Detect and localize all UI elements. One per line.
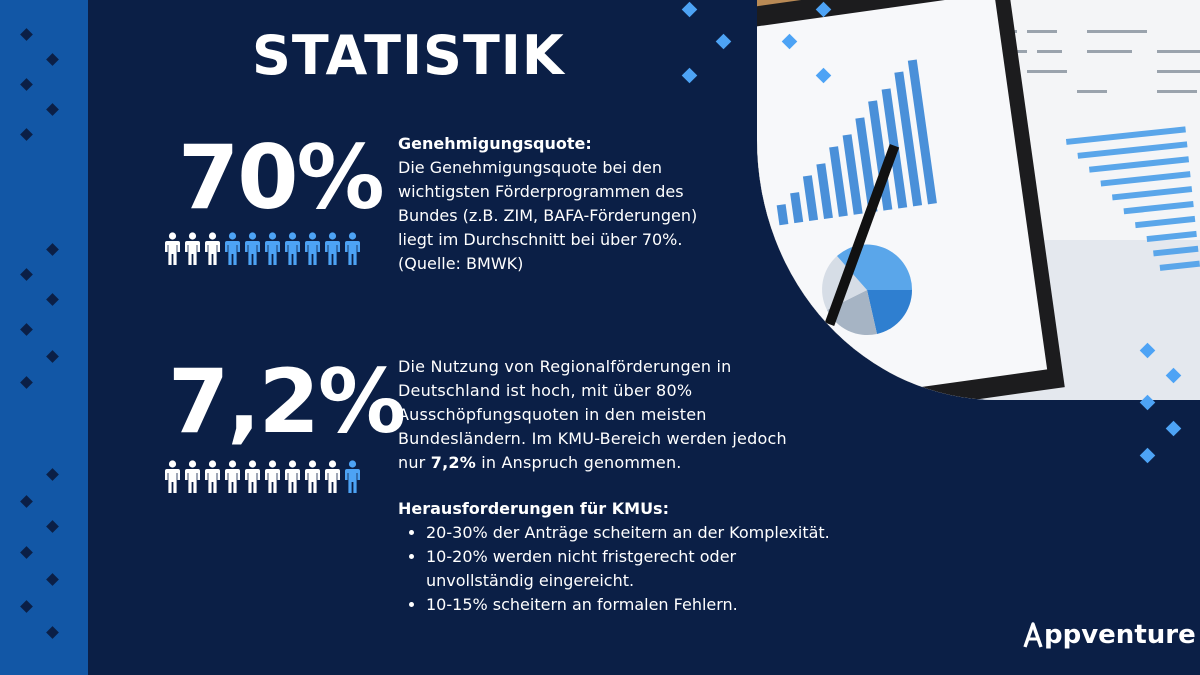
diamond-decoration: [20, 323, 33, 336]
diamond-decoration: [46, 53, 59, 66]
diamond-decoration: [682, 2, 698, 18]
diamond-decoration: [1140, 448, 1156, 464]
person-icon: [164, 232, 181, 266]
chart-photo: [757, 0, 1200, 400]
person-icon: [284, 460, 301, 494]
person-icon: [164, 460, 181, 494]
diamond-decoration: [682, 68, 698, 84]
person-icon: [244, 232, 261, 266]
list-item: • 10-15% scheitern an formalen Fehlern.: [426, 593, 858, 617]
person-icon: [224, 232, 241, 266]
person-icon: [224, 460, 241, 494]
person-icon: [324, 232, 341, 266]
person-icon: [204, 460, 221, 494]
stat1-people-icons: [164, 232, 361, 266]
person-icon: [184, 232, 201, 266]
diamond-decoration: [1166, 421, 1182, 437]
challenges-heading: Herausforderungen für KMUs:: [398, 499, 669, 518]
stat2-line: Die Nutzung von Regionalförderungen in: [398, 357, 732, 376]
diamond-decoration: [46, 468, 59, 481]
stat2-highlight: 7,2%: [430, 453, 476, 472]
diamond-decoration: [20, 268, 33, 281]
person-icon: [304, 232, 321, 266]
person-icon: [184, 460, 201, 494]
logo-text: ppventure: [1044, 620, 1196, 650]
list-item: • 20-30% der Anträge scheitern an der Komplexität.: [426, 521, 858, 545]
stat1-line: Bundes (z.B. ZIM, BAFA-Förderungen): [398, 206, 698, 225]
stat1-source: (Quelle: BMWK): [398, 254, 524, 273]
challenges-list: [398, 521, 858, 617]
person-icon: [344, 232, 361, 266]
diamond-decoration: [20, 78, 33, 91]
diamond-decoration: [20, 376, 33, 389]
stat2-value: 7,2%: [168, 350, 405, 453]
person-icon: [204, 232, 221, 266]
diamond-decoration: [46, 103, 59, 116]
page-title: STATISTIK: [252, 24, 565, 87]
stat2-line-last: nur 7,2% in Anspruch genommen.: [398, 453, 682, 472]
diamond-decoration: [46, 350, 59, 363]
stat2-description: [398, 355, 858, 475]
person-icon: [284, 232, 301, 266]
person-icon: [304, 460, 321, 494]
chart-photo-illustration: [757, 0, 1200, 400]
diamond-decoration: [716, 34, 732, 50]
stat1-line: wichtigsten Förderprogrammen des: [398, 182, 684, 201]
stat2-line: Deutschland ist hoch, mit über 80%: [398, 381, 693, 400]
left-decorative-strip: [0, 0, 88, 675]
list-item: • 10-20% werden nicht fristgerecht oder unvollständig eingereicht.: [426, 545, 858, 593]
challenges-section: [398, 497, 858, 617]
diamond-decoration: [20, 495, 33, 508]
diamond-decoration: [46, 520, 59, 533]
logo-a-mark-icon: [1022, 621, 1044, 649]
stat1-line: Die Genehmigungsquote bei den: [398, 158, 662, 177]
diamond-decoration: [20, 546, 33, 559]
person-icon: [264, 460, 281, 494]
person-icon: [264, 232, 281, 266]
diamond-decoration: [20, 600, 33, 613]
person-icon: [344, 460, 361, 494]
stat2-people-icons: [164, 460, 361, 494]
diamond-decoration: [46, 573, 59, 586]
diamond-decoration: [46, 243, 59, 256]
stat1-value: 70%: [178, 126, 383, 229]
diamond-decoration: [20, 28, 33, 41]
diamond-decoration: [46, 626, 59, 639]
stat1-line: liegt im Durchschnitt bei über 70%.: [398, 230, 683, 249]
diamond-decoration: [46, 293, 59, 306]
stat1-heading: Genehmigungsquote:: [398, 134, 592, 153]
appventure-logo: [1022, 620, 1196, 650]
stat1-description: [398, 132, 738, 276]
diamond-decoration: [20, 128, 33, 141]
stat2-line: Ausschöpfungsquoten in den meisten: [398, 405, 707, 424]
person-icon: [244, 460, 261, 494]
stat2-line: Bundesländern. Im KMU-Bereich werden jedoch: [398, 429, 787, 448]
person-icon: [324, 460, 341, 494]
